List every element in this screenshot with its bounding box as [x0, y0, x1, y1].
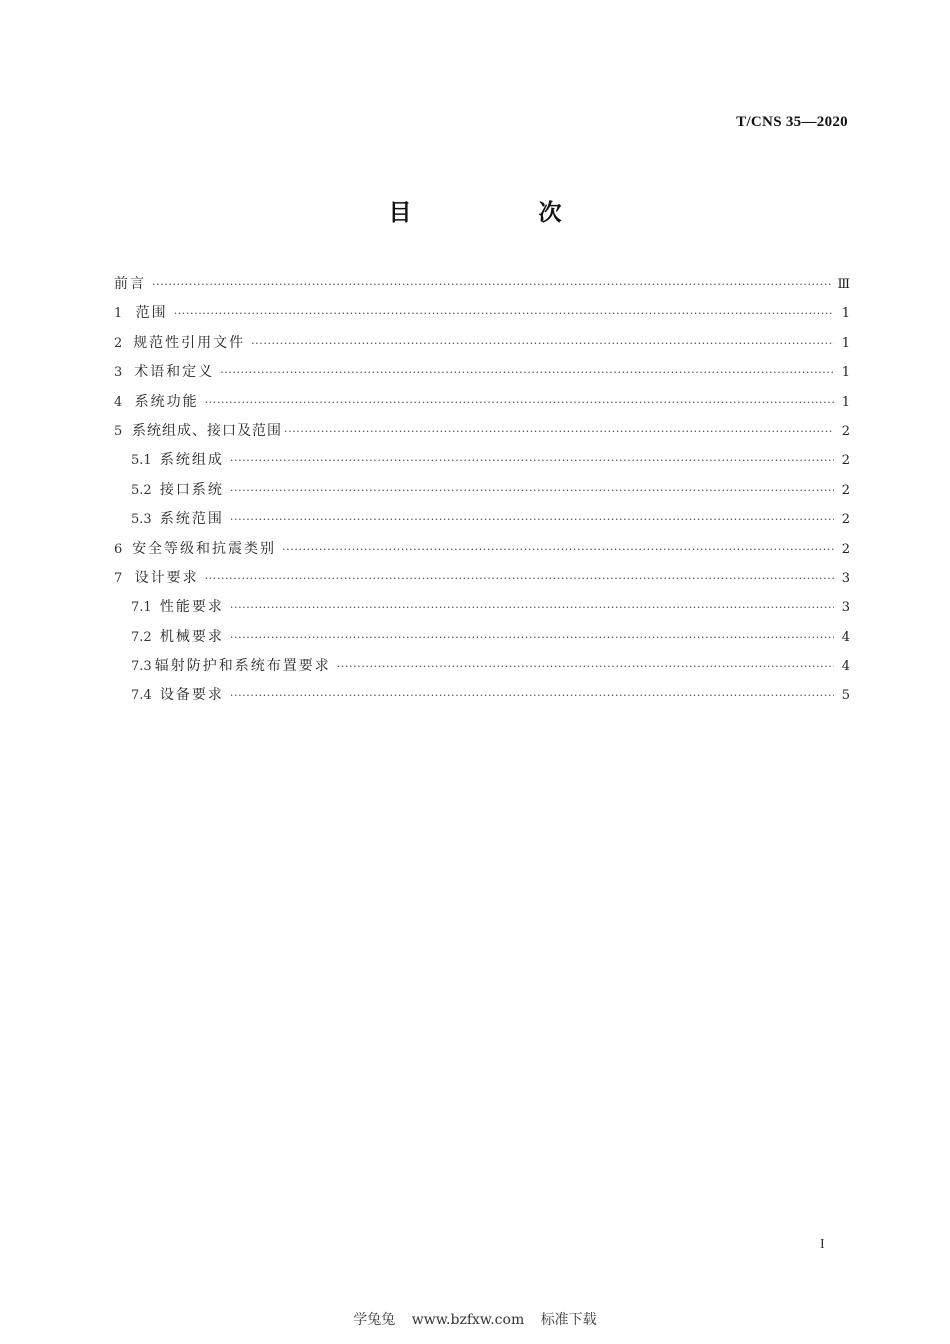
toc-entry-7-2[interactable] [114, 623, 850, 652]
toc-entry-label: 辐射防护和系统布置要求 [154, 658, 331, 675]
standard-code: T/CNS 35—2020 [736, 114, 848, 130]
footer-site-name: 学兔兔 [353, 1312, 396, 1328]
toc-entry-7[interactable] [114, 564, 850, 593]
toc-entry-label: 术语和定义 [134, 364, 215, 381]
toc-entry-page: 4 [841, 629, 850, 645]
toc-entry-label: 设计要求 [134, 569, 199, 586]
toc-entry-number: 4 [114, 394, 123, 410]
toc-entry-page: 2 [841, 423, 850, 439]
toc-entry-page: 5 [841, 688, 850, 704]
footer-tagline: 标准下载 [540, 1312, 597, 1328]
toc-leader-dots [174, 299, 834, 328]
toc-entry-page: 1 [841, 365, 850, 381]
toc-leader-dots [230, 505, 834, 534]
toc-leader-dots [251, 329, 834, 358]
toc-entry-label: 性能要求 [159, 599, 224, 616]
toc-entry-label: 前言 [114, 276, 146, 292]
toc-leader-dots [230, 593, 834, 622]
toc-entry-number: 5.2 [131, 482, 152, 498]
toc-entry-page: 4 [841, 659, 850, 675]
toc-entry-label: 系统功能 [134, 393, 199, 410]
toc-entry-number: 5 [114, 423, 123, 439]
toc-entry-page: Ⅲ [837, 277, 850, 292]
toc-entry-label: 设备要求 [159, 687, 224, 704]
toc-entry-page: 2 [841, 453, 850, 469]
toc-entry-page: 1 [841, 306, 850, 322]
toc-entry-1[interactable] [114, 299, 850, 328]
toc-entry-page: 1 [841, 394, 850, 410]
toc-entry-6[interactable] [114, 535, 850, 564]
toc-entry-5[interactable] [114, 417, 850, 446]
footer-watermark [0, 1309, 950, 1329]
toc-leader-dots [205, 388, 834, 417]
toc-entry-label: 接口系统 [159, 481, 224, 498]
toc-title: 目 次 [388, 200, 614, 226]
toc-leader-dots [282, 535, 834, 564]
toc-entry-7-4[interactable] [114, 681, 850, 710]
toc-entry-7-3[interactable] [114, 652, 850, 681]
toc-entry-label: 系统组成 [159, 452, 224, 469]
toc-entry-number: 7.2 [131, 629, 152, 645]
toc-entry-label: 规范性引用文件 [133, 334, 246, 351]
toc-leader-dots [220, 358, 834, 387]
table-of-contents [114, 270, 850, 711]
toc-entry-7-1[interactable] [114, 593, 850, 622]
toc-entry-number: 1 [114, 306, 123, 322]
toc-entry-5-2[interactable] [114, 476, 850, 505]
toc-entry-number: 7 [114, 570, 123, 586]
toc-entry-5-1[interactable] [114, 446, 850, 475]
toc-leader-dots [337, 652, 834, 681]
toc-entry-page: 3 [841, 570, 850, 586]
toc-entry-number: 7.3 [131, 659, 152, 675]
toc-entry-3[interactable] [114, 358, 850, 387]
toc-entry-number: 2 [114, 335, 123, 351]
toc-leader-dots [284, 417, 834, 446]
toc-leader-dots [205, 564, 834, 593]
toc-entry-label: 范围 [135, 305, 168, 322]
toc-entry-page: 2 [841, 482, 850, 498]
toc-entry-label: 安全等级和抗震类别 [132, 540, 277, 557]
toc-entry-4[interactable] [114, 388, 850, 417]
toc-entry-number: 5.1 [131, 453, 152, 469]
toc-leader-dots [230, 623, 834, 652]
toc-entry-number: 7.4 [131, 688, 152, 704]
toc-entry-page: 2 [841, 512, 850, 528]
toc-entry-label: 系统范围 [159, 511, 224, 528]
toc-entry-number: 5.3 [131, 512, 152, 528]
toc-entry-label: 系统组成、接口及范围 [132, 422, 282, 439]
toc-leader-dots [230, 681, 834, 710]
footer-url[interactable]: www.bzfxw.com [411, 1312, 525, 1328]
page-number: I [820, 1237, 825, 1252]
toc-entry-page: 2 [841, 541, 850, 557]
toc-entry-preface[interactable] [114, 270, 850, 299]
toc-entry-number: 6 [114, 541, 123, 557]
toc-entry-5-3[interactable] [114, 505, 850, 534]
toc-entry-page: 1 [841, 335, 850, 351]
toc-entry-number: 7.1 [131, 600, 152, 616]
toc-leader-dots [152, 270, 831, 299]
toc-entry-label: 机械要求 [159, 628, 224, 645]
toc-leader-dots [230, 446, 834, 475]
toc-entry-page: 3 [841, 600, 850, 616]
toc-entry-number: 3 [114, 365, 123, 381]
toc-leader-dots [230, 476, 834, 505]
toc-entry-2[interactable] [114, 329, 850, 358]
